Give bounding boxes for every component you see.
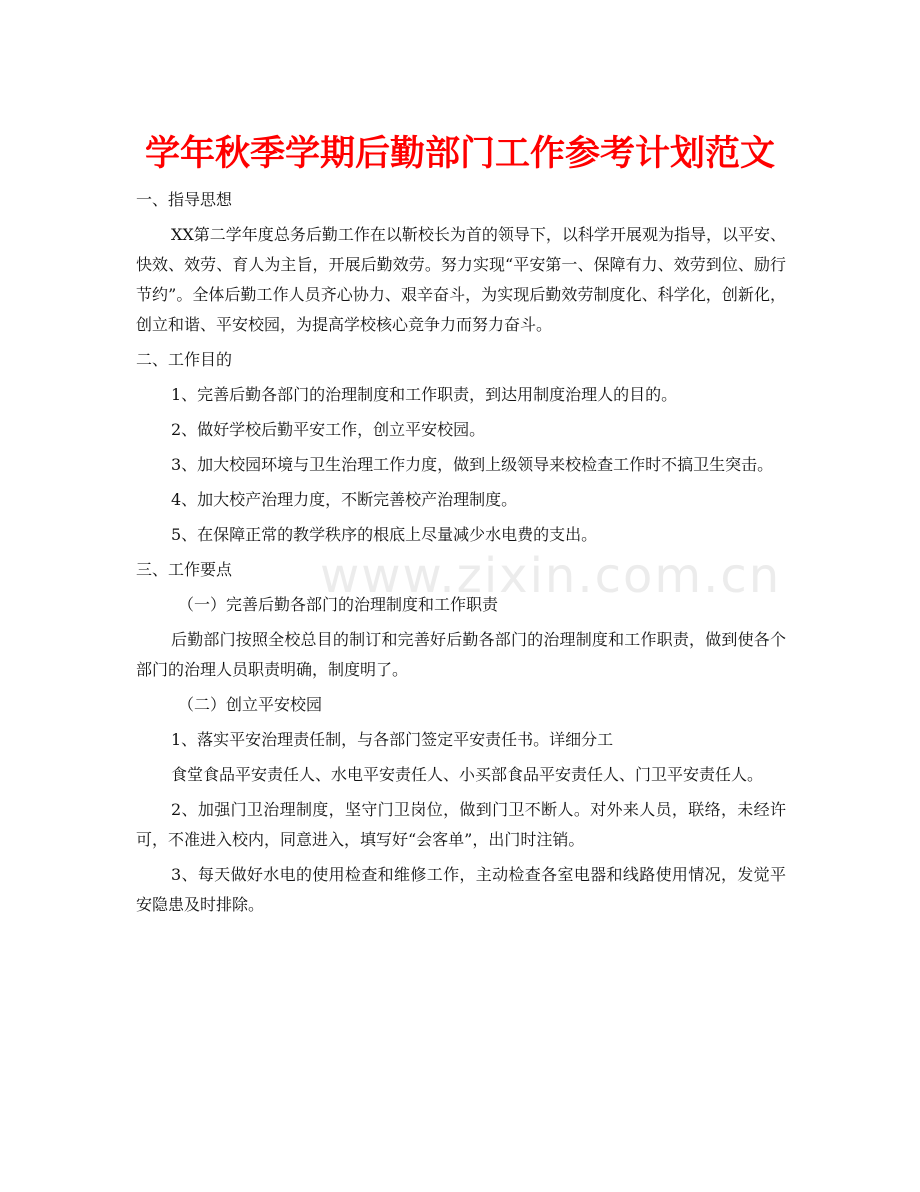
list-item: 4、加大校产治理力度，不断完善校产治理制度。 — [171, 490, 518, 509]
subsection-heading: （二）创立平安校园 — [178, 695, 323, 714]
list-item: 2、加强门卫治理制度，坚守门卫岗位，做到门卫不断人。对外来人员，联络，未经许可，不准进入校内，同意进入，填写好“会客单”，出门时注销。 — [136, 800, 786, 849]
list-item: 2、做好学校后勤平安工作，创立平安校园。 — [171, 420, 486, 439]
paragraph: 后勤部门按照全校总目的制订和完善好后勤各部门的治理制度和工作职责，做到使各个部门的治理人员职责明确，制度明了。 — [136, 630, 786, 679]
section-heading: 二、工作目的 — [136, 350, 233, 369]
list-item: 5、在保障正常的教学秩序的根底上尽量减少水电费的支出。 — [171, 525, 598, 544]
paragraph: 食堂食品平安责任人、水电平安责任人、小买部食品平安责任人、门卫平安责任人。 — [171, 765, 764, 784]
list-item: 3、每天做好水电的使用检查和维修工作，主动检查各室电器和线路使用情况，发觉平安隐患及时排除。 — [136, 865, 786, 914]
paragraph: XX第二学年度总务后勤工作在以靳校长为首的领导下，以科学开展观为指导，以平安、快效、效劳、育人为主旨，开展后勤效劳。努力实现“平安第一、保障有力、效劳到位、励行节约”。全体后勤工作人员齐心协力、艰辛奋斗，为实现后勤效劳制度化、科学化，创新化，创立和谐、平安校园，为提高学校核心竞争力而努力奋斗。 — [136, 225, 786, 334]
document-title: 学年秋季学期后勤部门工作参考计划范文 — [144, 134, 775, 174]
document-body — [136, 183, 786, 923]
subsection-heading: （一）完善后勤各部门的治理制度和工作职责 — [178, 595, 499, 614]
list-item: 1、完善后勤各部门的治理制度和工作职责，到达用制度治理人的目的。 — [171, 385, 678, 404]
list-item: 3、加大校园环境与卫生治理工作力度，做到上级领导来校检查工作时不搞卫生突击。 — [171, 455, 774, 474]
list-item: 1、落实平安治理责任制，与各部门签定平安责任书。详细分工 — [171, 730, 614, 749]
watermark-text: www.zixin.com.cn — [320, 548, 782, 604]
section-heading: 一、指导思想 — [136, 190, 233, 209]
section-heading: 三、工作要点 — [136, 560, 233, 579]
